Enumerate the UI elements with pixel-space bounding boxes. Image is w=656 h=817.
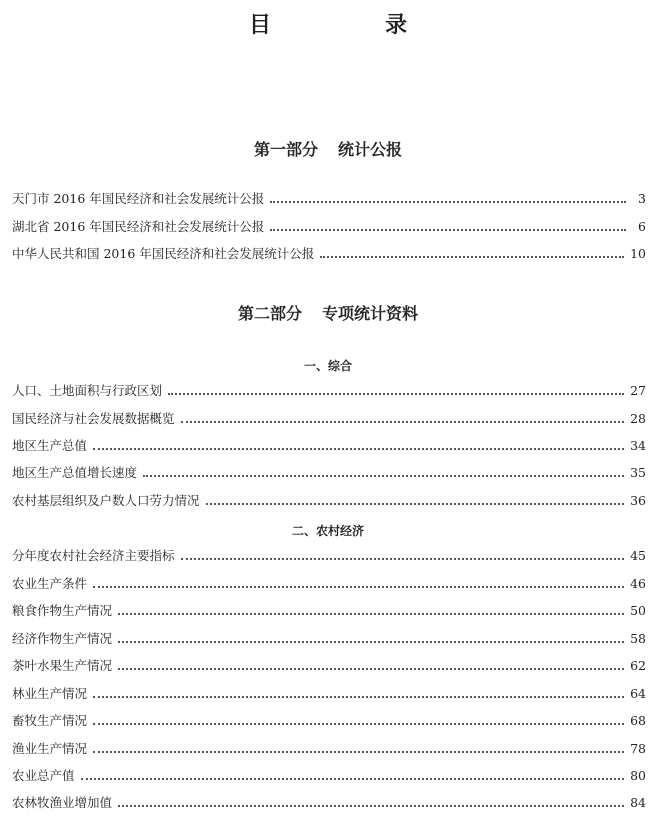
toc-entry[interactable] bbox=[12, 575, 646, 593]
toc-entry-title: 国民经济与社会发展数据概览 bbox=[12, 411, 175, 426]
toc-entry[interactable] bbox=[12, 547, 646, 565]
toc-entry[interactable] bbox=[12, 794, 646, 812]
leader-dots bbox=[118, 805, 624, 807]
section-heading: 二、农村经济 bbox=[291, 524, 364, 538]
part-one-name: 统计公报 bbox=[338, 140, 403, 159]
leader-dots bbox=[181, 421, 625, 423]
leader-dots bbox=[118, 668, 624, 670]
toc-entry-page: 68 bbox=[630, 713, 646, 728]
toc-entry[interactable] bbox=[12, 685, 646, 703]
toc-entry-page: 10 bbox=[630, 246, 646, 261]
toc-entry[interactable] bbox=[12, 464, 646, 482]
section-heading: 一、综合 bbox=[303, 359, 352, 373]
toc-entry-page: 45 bbox=[630, 548, 646, 563]
leader-dots bbox=[93, 751, 624, 753]
toc-entry-title: 林业生产情况 bbox=[12, 686, 88, 701]
toc-entry-title: 经济作物生产情况 bbox=[12, 631, 113, 646]
toc-entry[interactable] bbox=[12, 712, 646, 730]
toc-entry-page: 62 bbox=[630, 658, 646, 673]
toc-entry[interactable] bbox=[12, 657, 646, 675]
leader-dots bbox=[168, 393, 624, 395]
leader-dots bbox=[93, 448, 624, 450]
toc-entry-page: 3 bbox=[638, 191, 646, 206]
toc-entry[interactable] bbox=[12, 602, 646, 620]
toc-entry-page: 64 bbox=[630, 686, 646, 701]
toc-entry-title: 人口、土地面积与行政区划 bbox=[12, 383, 163, 398]
leader-dots bbox=[206, 503, 625, 505]
toc-entry-page: 58 bbox=[630, 631, 646, 646]
leader-dots bbox=[270, 229, 626, 231]
toc-entry-page: 27 bbox=[630, 383, 646, 398]
leader-dots bbox=[118, 613, 624, 615]
toc-entry-title: 湖北省 2016 年国民经济和社会发展统计公报 bbox=[12, 219, 265, 234]
leader-dots bbox=[93, 696, 624, 698]
toc-entry-page: 35 bbox=[630, 465, 646, 480]
toc-entry-title: 中华人民共和国 2016 年国民经济和社会发展统计公报 bbox=[12, 246, 315, 261]
leader-dots bbox=[118, 641, 624, 643]
toc-entry-title: 分年度农村社会经济主要指标 bbox=[12, 548, 175, 563]
leader-dots bbox=[181, 558, 625, 560]
part-one-heading bbox=[0, 137, 656, 160]
leader-dots bbox=[143, 475, 624, 477]
leader-dots bbox=[81, 778, 625, 780]
toc-entry-title: 农业生产条件 bbox=[12, 576, 88, 591]
toc-entry-title: 畜牧生产情况 bbox=[12, 713, 88, 728]
toc-entry[interactable] bbox=[12, 190, 646, 208]
toc-entry-page: 6 bbox=[638, 219, 646, 234]
toc-entry-title: 地区生产总值 bbox=[12, 438, 88, 453]
toc-entry[interactable] bbox=[12, 437, 646, 455]
toc-entry[interactable] bbox=[12, 382, 646, 400]
toc-entry-title: 粮食作物生产情况 bbox=[12, 603, 113, 618]
toc-entry-page: 80 bbox=[630, 768, 646, 783]
toc-entry-title: 茶叶水果生产情况 bbox=[12, 658, 113, 673]
toc-entry[interactable] bbox=[12, 218, 646, 236]
part-two-heading bbox=[0, 301, 656, 324]
toc-entry-title: 地区生产总值增长速度 bbox=[12, 465, 138, 480]
toc-entry-title: 农村基层组织及户数人口劳力情况 bbox=[12, 493, 200, 508]
toc-entry[interactable] bbox=[12, 245, 646, 263]
toc-entry[interactable] bbox=[12, 630, 646, 648]
toc-entry-title: 天门市 2016 年国民经济和社会发展统计公报 bbox=[12, 191, 265, 206]
toc-entry-page: 50 bbox=[630, 603, 646, 618]
toc-entry-title: 农业总产值 bbox=[12, 768, 75, 783]
leader-dots bbox=[93, 723, 624, 725]
toc-entry[interactable] bbox=[12, 410, 646, 428]
toc-entry-page: 46 bbox=[630, 576, 646, 591]
toc-entry[interactable] bbox=[12, 767, 646, 785]
page-title: 目 录 bbox=[248, 13, 453, 38]
toc-entry[interactable] bbox=[12, 492, 646, 510]
leader-dots bbox=[93, 586, 624, 588]
toc-entry-page: 78 bbox=[630, 741, 646, 756]
part-two-name: 专项统计资料 bbox=[322, 304, 419, 323]
toc-entry-page: 36 bbox=[630, 493, 646, 508]
part-two-label: 第二部分 bbox=[237, 304, 302, 323]
leader-dots bbox=[320, 256, 624, 258]
toc-entry-title: 渔业生产情况 bbox=[12, 741, 88, 756]
toc-entry-title: 农林牧渔业增加值 bbox=[12, 795, 113, 810]
toc-entry-page: 84 bbox=[630, 795, 646, 810]
toc-entry-page: 28 bbox=[630, 411, 646, 426]
toc-entry[interactable] bbox=[12, 740, 646, 758]
toc-entry-page: 34 bbox=[630, 438, 646, 453]
leader-dots bbox=[270, 201, 626, 203]
part-one-label: 第一部分 bbox=[253, 140, 318, 159]
